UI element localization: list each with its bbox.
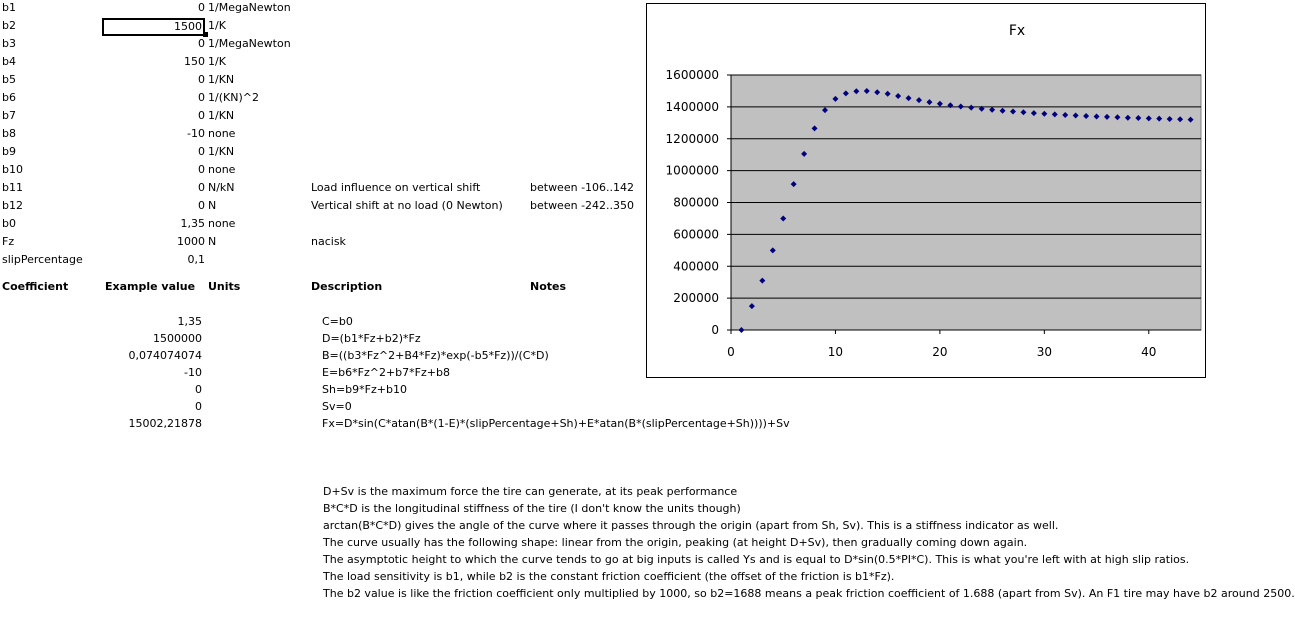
param-name[interactable]: b7 bbox=[2, 109, 16, 122]
param-name[interactable]: b8 bbox=[2, 127, 16, 140]
param-description[interactable]: nacisk bbox=[311, 235, 346, 248]
header-description[interactable]: Description bbox=[311, 280, 383, 293]
param-value[interactable]: 0 bbox=[198, 91, 205, 104]
param-unit[interactable]: 1/KN bbox=[208, 109, 235, 122]
param-unit[interactable]: N/kN bbox=[208, 181, 235, 194]
result-value[interactable]: 0 bbox=[195, 383, 202, 396]
x-tick-label: 0 bbox=[727, 345, 735, 359]
result-formula[interactable]: Fx=D*sin(C*atan(B*(1-E)*(slipPercentage+Sh)+E*atan(B*(slipPercentage+Sh))))+Sv bbox=[322, 417, 790, 430]
y-tick-label: 400000 bbox=[673, 259, 719, 274]
result-value[interactable]: 1,35 bbox=[177, 315, 202, 328]
result-value[interactable]: 15002,21878 bbox=[128, 417, 202, 430]
result-value[interactable]: -10 bbox=[184, 366, 202, 379]
param-description[interactable]: Vertical shift at no load (0 Newton) bbox=[311, 199, 503, 212]
param-value[interactable]: 0 bbox=[198, 163, 205, 176]
x-tick-label: 10 bbox=[827, 345, 844, 359]
result-formula[interactable]: E=b6*Fz^2+b7*Fz+b8 bbox=[322, 366, 450, 379]
x-tick-label: 30 bbox=[1036, 345, 1052, 359]
param-unit[interactable]: 1/MegaNewton bbox=[208, 1, 291, 14]
param-unit[interactable]: 1/K bbox=[208, 19, 226, 32]
param-unit[interactable]: none bbox=[208, 127, 236, 140]
param-name[interactable]: b0 bbox=[2, 217, 16, 230]
param-value[interactable]: 0,1 bbox=[187, 253, 205, 266]
param-unit[interactable]: 1/(KN)^2 bbox=[208, 91, 259, 104]
param-unit[interactable]: 1/K bbox=[208, 55, 226, 68]
header-notes[interactable]: Notes bbox=[530, 280, 567, 293]
header-units[interactable]: Units bbox=[208, 280, 241, 293]
param-value[interactable]: 150 bbox=[184, 55, 205, 68]
note-line[interactable]: arctan(B*C*D) gives the angle of the curve where it passes through the origin (apart from Sh, Sv). This is a stiffness indicator as well. bbox=[323, 519, 1059, 532]
note-line[interactable]: D+Sv is the maximum force the tire can generate, at its peak performance bbox=[323, 485, 738, 498]
param-name[interactable]: b10 bbox=[2, 163, 23, 176]
note-line[interactable]: The load sensitivity is b1, while b2 is the constant friction coefficient (the offset of the friction is b1*Fz). bbox=[323, 570, 895, 583]
param-name[interactable]: Fz bbox=[2, 235, 15, 248]
fx-chart[interactable] bbox=[646, 3, 1206, 378]
param-value[interactable]: -10 bbox=[187, 127, 205, 140]
param-value[interactable]: 1,35 bbox=[180, 217, 205, 230]
param-unit[interactable]: N bbox=[208, 199, 217, 212]
y-tick-label: 200000 bbox=[673, 291, 719, 306]
header-example-value[interactable]: Example value bbox=[105, 280, 196, 293]
param-note[interactable]: between -106..142 bbox=[530, 181, 635, 194]
y-tick-label: 800000 bbox=[673, 195, 719, 210]
y-tick-label: 1200000 bbox=[665, 131, 719, 146]
chart-svg bbox=[647, 4, 1207, 379]
param-value[interactable]: 0 bbox=[198, 73, 205, 86]
y-tick-label: 1000000 bbox=[665, 163, 719, 178]
param-unit[interactable]: 1/KN bbox=[208, 145, 235, 158]
x-tick-label: 20 bbox=[932, 345, 948, 359]
x-tick-label: 40 bbox=[1141, 345, 1157, 359]
result-formula[interactable]: D=(b1*Fz+b2)*Fz bbox=[322, 332, 421, 345]
chart-title: Fx bbox=[1008, 23, 1026, 39]
result-value[interactable]: 0,074074074 bbox=[128, 349, 202, 362]
param-unit[interactable]: none bbox=[208, 163, 236, 176]
selected-cell[interactable]: 1500 bbox=[102, 18, 205, 36]
param-name[interactable]: b11 bbox=[2, 181, 23, 194]
result-formula[interactable]: C=b0 bbox=[322, 315, 353, 328]
y-tick-label: 0 bbox=[711, 323, 719, 337]
param-value[interactable]: 0 bbox=[198, 181, 205, 194]
result-value[interactable]: 0 bbox=[195, 400, 202, 413]
y-tick-label: 1600000 bbox=[665, 68, 719, 82]
param-unit[interactable]: 1/MegaNewton bbox=[208, 37, 291, 50]
result-formula[interactable]: Sv=0 bbox=[322, 400, 352, 413]
result-formula[interactable]: Sh=b9*Fz+b10 bbox=[322, 383, 407, 396]
note-line[interactable]: The curve usually has the following shape: linear from the origin, peaking (at height D+Sv), then gradually coming down again. bbox=[323, 536, 1028, 549]
header-coefficient[interactable]: Coefficient bbox=[2, 280, 69, 293]
param-description[interactable]: Load influence on vertical shift bbox=[311, 181, 481, 194]
param-name[interactable]: b1 bbox=[2, 1, 16, 14]
param-name[interactable]: b4 bbox=[2, 55, 16, 68]
param-name[interactable]: slipPercentage bbox=[2, 253, 83, 266]
param-name[interactable]: b5 bbox=[2, 73, 16, 86]
note-line[interactable]: The b2 value is like the friction coefficient only multiplied by 1000, so b2=1688 means a peak friction coefficient of 1.688 (apart from Sv). An F1 tire may have b2 around 2500. bbox=[323, 587, 1295, 600]
param-value[interactable]: 0 bbox=[198, 199, 205, 212]
param-unit[interactable]: N bbox=[208, 235, 217, 248]
param-name[interactable]: b2 bbox=[2, 19, 16, 32]
param-name[interactable]: b9 bbox=[2, 145, 16, 158]
param-value[interactable]: 0 bbox=[198, 37, 205, 50]
note-line[interactable]: B*C*D is the longitudinal stiffness of the tire (I don't know the units though) bbox=[323, 502, 741, 515]
param-value[interactable]: 0 bbox=[198, 1, 205, 14]
param-unit[interactable]: none bbox=[208, 217, 236, 230]
param-value[interactable]: 1000 bbox=[177, 235, 205, 248]
y-tick-label: 1400000 bbox=[665, 99, 719, 114]
result-value[interactable]: 1500000 bbox=[153, 332, 202, 345]
y-tick-label: 600000 bbox=[673, 227, 719, 242]
param-note[interactable]: between -242..350 bbox=[530, 199, 635, 212]
param-value[interactable]: 0 bbox=[198, 109, 205, 122]
param-value[interactable]: 0 bbox=[198, 145, 205, 158]
result-formula[interactable]: B=((b3*Fz^2+B4*Fz)*exp(-b5*Fz))/(C*D) bbox=[322, 349, 549, 362]
param-name[interactable]: b12 bbox=[2, 199, 23, 212]
note-line[interactable]: The asymptotic height to which the curve tends to go at big inputs is called Ys and is equal to D*sin(0.5*PI*C). This is what you're left with at high slip ratios. bbox=[323, 553, 1190, 566]
param-name[interactable]: b3 bbox=[2, 37, 16, 50]
param-unit[interactable]: 1/KN bbox=[208, 73, 235, 86]
param-name[interactable]: b6 bbox=[2, 91, 16, 104]
